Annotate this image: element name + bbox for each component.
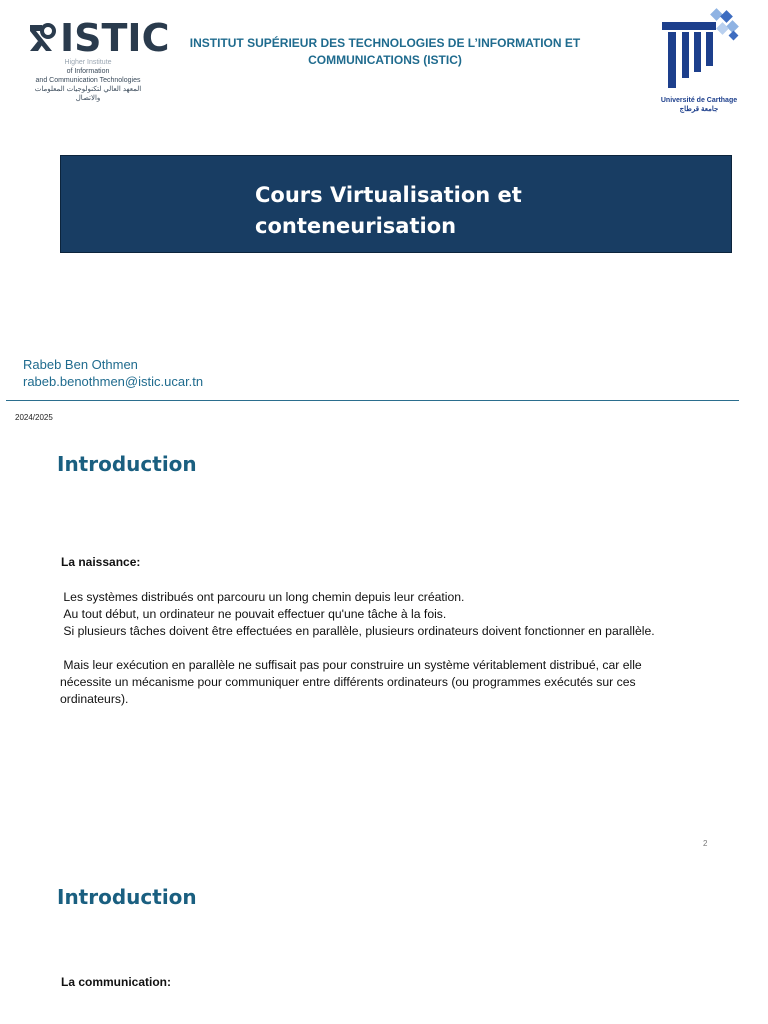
- istic-symbol-icon: [26, 19, 58, 57]
- body-text: [60, 589, 680, 708]
- paragraph: Au tout début, un ordinateur ne pouvait effectuer qu'une tâche à la fois.: [60, 607, 447, 621]
- content-slide: [0, 430, 768, 860]
- paragraph-gap: [60, 640, 680, 657]
- institute-title: INSTITUT SUPÉRIEUR DES TECHNOLOGIES DE L’INFORMATION ET COMMUNICATIONS (ISTIC): [189, 36, 581, 67]
- paragraph: Mais leur exécution en parallèle ne suffisait pas pour construire un système véritablement distribué, car elle nécessite un mécanisme pour communiquer entre différents ordinateurs (ou programmes exécutés sur ces ordinateurs).: [60, 658, 646, 706]
- author-name: Rabeb Ben Othmen: [23, 357, 138, 372]
- slide-heading: Introduction: [57, 885, 197, 909]
- university-name: Université de Carthage: [660, 97, 738, 104]
- paragraph: Les systèmes distribués ont parcouru un long chemin depuis leur création.: [60, 590, 465, 604]
- university-name-ar: جامعة قرطاج: [679, 106, 719, 113]
- istic-caption-line: المعهد العالي لتكنولوجيات المعلومات والاتصال: [34, 86, 142, 102]
- slide-heading: Introduction: [57, 452, 197, 476]
- content-slide: [0, 860, 768, 1024]
- university-caption: [656, 96, 742, 114]
- istic-caption-line: and Communication Technologies: [35, 77, 141, 84]
- section-subheading: La naissance:: [61, 555, 141, 569]
- istic-caption-line: Higher Institute: [64, 59, 112, 66]
- university-columns-icon: [656, 8, 742, 96]
- author-block: [23, 356, 203, 390]
- university-logo: [656, 8, 742, 116]
- paragraph: Si plusieurs tâches doivent être effectuées en parallèle, plusieurs ordinateurs doivent fonctionner en parallèle.: [60, 624, 655, 638]
- author-email[interactable]: rabeb.benothmen@istic.ucar.tn: [23, 374, 204, 389]
- istic-logo: [26, 16, 170, 104]
- divider: [6, 400, 739, 401]
- istic-wordmark: ISTIC: [60, 16, 170, 60]
- page-number: 2: [703, 839, 708, 848]
- course-title: Cours Virtualisation et conteneurisation: [255, 183, 522, 238]
- title-slide: [0, 0, 768, 430]
- academic-year: 2024/2025: [15, 413, 53, 422]
- section-subheading: La communication:: [61, 975, 172, 989]
- istic-caption-line: of Information: [66, 68, 110, 75]
- course-title-banner: [60, 155, 732, 253]
- istic-caption: [26, 58, 150, 103]
